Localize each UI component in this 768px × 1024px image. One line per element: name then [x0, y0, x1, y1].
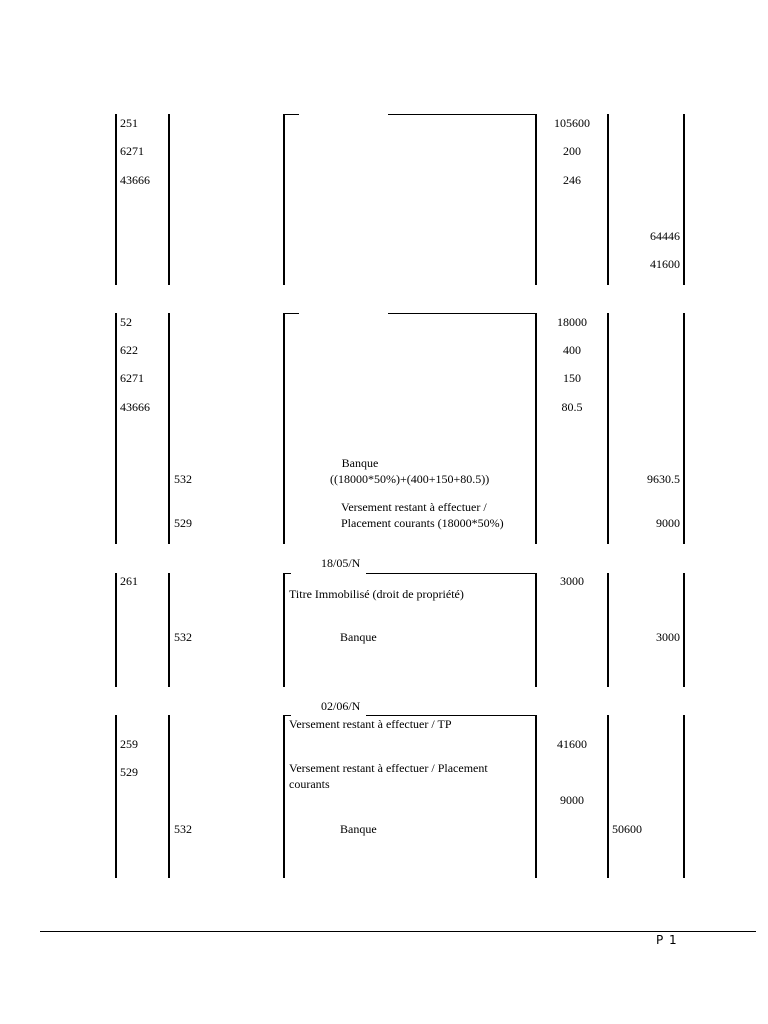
column-rule	[535, 313, 537, 544]
credit-amount: 3000	[656, 630, 680, 644]
debit-account: 43666	[120, 173, 150, 187]
credit-amount: 9630.5	[647, 472, 680, 486]
credit-account: 529	[174, 516, 192, 530]
credit-amount: 50600	[612, 822, 642, 836]
debit-account: 6271	[120, 371, 144, 385]
debit-account: 259	[120, 737, 138, 751]
column-rule	[283, 313, 285, 544]
column-rule	[683, 313, 685, 544]
header-rule	[283, 715, 291, 716]
entry-label: Banque	[340, 630, 377, 644]
column-rule	[168, 114, 170, 285]
entry-label: Placement courants (18000*50%)	[341, 516, 504, 530]
entry-date: 02/06/N	[321, 699, 361, 713]
column-rule	[683, 573, 685, 687]
column-rule	[683, 114, 685, 285]
column-rule	[283, 573, 285, 687]
credit-account: 532	[174, 472, 192, 486]
column-rule	[683, 715, 685, 878]
column-rule	[283, 114, 285, 285]
debit-amount: 9000	[560, 793, 584, 807]
header-rule	[283, 313, 299, 314]
column-rule	[115, 573, 117, 687]
entry-date: 18/05/N	[321, 556, 361, 570]
credit-amount: 41600	[650, 257, 680, 271]
column-rule	[115, 313, 117, 544]
page-number: P 1	[656, 933, 678, 947]
header-rule	[366, 715, 537, 716]
debit-amount: 200	[563, 144, 581, 158]
column-rule	[607, 313, 609, 544]
column-rule	[607, 573, 609, 687]
debit-account: 622	[120, 343, 138, 357]
column-rule	[168, 573, 170, 687]
column-rule	[115, 715, 117, 878]
debit-account: 251	[120, 116, 138, 130]
column-rule	[168, 715, 170, 878]
column-rule	[607, 715, 609, 878]
header-rule	[388, 114, 537, 115]
column-rule	[283, 715, 285, 878]
credit-account: 532	[174, 630, 192, 644]
entry-label: Banque	[340, 822, 377, 836]
header-rule	[388, 313, 537, 314]
header-rule	[283, 114, 299, 115]
debit-amount: 41600	[557, 737, 587, 751]
entry-label: Versement restant à effectuer / Placement	[289, 761, 488, 775]
debit-amount: 400	[563, 343, 581, 357]
column-rule	[535, 715, 537, 878]
credit-amount: 64446	[650, 229, 680, 243]
header-rule	[366, 573, 537, 574]
debit-account: 43666	[120, 400, 150, 414]
credit-account: 532	[174, 822, 192, 836]
entry-label: courants	[289, 777, 330, 791]
column-rule	[535, 573, 537, 687]
column-rule	[535, 114, 537, 285]
entry-label: ((18000*50%)+(400+150+80.5))	[330, 472, 490, 486]
debit-amount: 150	[563, 371, 581, 385]
debit-amount: 18000	[557, 315, 587, 329]
header-rule	[283, 573, 291, 574]
entry-label: Titre Immobilisé (droit de propriété)	[289, 587, 464, 601]
column-rule	[607, 114, 609, 285]
debit-account: 52	[120, 315, 132, 329]
footer-divider	[40, 931, 756, 932]
debit-account: 6271	[120, 144, 144, 158]
entry-label: Banque	[341, 456, 379, 470]
column-rule	[115, 114, 117, 285]
credit-amount: 9000	[656, 516, 680, 530]
debit-amount: 80.5	[561, 400, 583, 414]
debit-account: 529	[120, 765, 138, 779]
debit-amount: 3000	[560, 574, 584, 588]
entry-label: Versement restant à effectuer /	[341, 500, 487, 514]
column-rule	[168, 313, 170, 544]
debit-account: 261	[120, 574, 138, 588]
entry-label: Versement restant à effectuer / TP	[289, 717, 452, 731]
debit-amount: 246	[563, 173, 581, 187]
debit-amount: 105600	[554, 116, 590, 130]
